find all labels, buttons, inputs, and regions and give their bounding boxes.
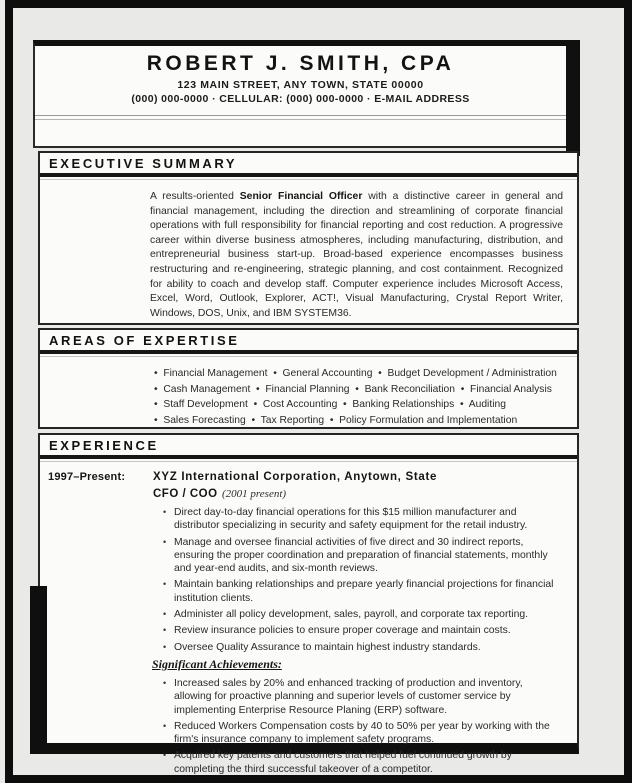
bullet-item: • Review insurance policies to ensure proper coverage and maintain costs. bbox=[162, 624, 563, 637]
job-entry bbox=[40, 470, 577, 776]
achievement-bullets bbox=[162, 677, 563, 776]
bullet-item: • Oversee Quality Assurance to maintain highest industry standards. bbox=[162, 641, 563, 654]
summary-paragraph bbox=[150, 190, 563, 321]
section-rule bbox=[40, 173, 577, 177]
bullet-item: • Direct day-to-day financial operations for this $15 million manufacturer and distributor specializing in security and safety equipment for the retail industry. bbox=[162, 506, 563, 533]
summary-intro: A results-oriented bbox=[150, 191, 234, 202]
section-rule bbox=[40, 350, 577, 354]
achievements-title: Significant Achievements: bbox=[152, 656, 282, 671]
expertise-line: • Staff Development • Cost Accounting • Banking Relationships • Auditing bbox=[154, 399, 506, 411]
resume-header bbox=[33, 40, 580, 148]
candidate-name: ROBERT J. SMITH, CPA bbox=[146, 52, 455, 75]
expertise-line: • Cash Management • Financial Planning • Bank Reconciliation • Financial Analysis bbox=[154, 383, 552, 395]
bullet-item: • Reduced Workers Compensation costs by 40 to 50% per year by working with the firm's insurance company to implement safety programs. bbox=[162, 720, 563, 747]
expertise-line: • Financial Management • General Accounting • Budget Development / Administration bbox=[154, 368, 557, 379]
job-bullets bbox=[162, 506, 563, 654]
section-areas-of-expertise bbox=[38, 328, 579, 429]
company-name: XYZ International Corporation, Anytown, State bbox=[153, 471, 438, 483]
experience-shadow-bar bbox=[30, 586, 47, 754]
section-rule bbox=[40, 455, 577, 459]
section-rule-thin bbox=[40, 179, 577, 180]
address-line: 123 MAIN STREET, ANY TOWN, STATE 00000 bbox=[177, 79, 424, 91]
section-title: EXPERIENCE bbox=[49, 438, 159, 453]
header-divider bbox=[35, 115, 566, 120]
expertise-lines bbox=[154, 366, 569, 428]
section-experience bbox=[38, 433, 579, 775]
bullet-item: • Maintain banking relationships and prepare yearly financial projections for financial institution clients. bbox=[162, 578, 563, 605]
bullet-item: • Increased sales by 20% and enhanced tracking of production and inventory, allowing for proactive planning and superior levels of customer service by implementing Enterprise Resource Planing (ERP) software. bbox=[162, 677, 563, 717]
job-dates: 1997–Present: bbox=[48, 471, 126, 483]
summary-highlight: Senior Financial Officer bbox=[239, 191, 363, 202]
bullet-item: • Acquired key patents and customers that helped fuel continued growth by completing the third successful takeover of a competitor. bbox=[162, 749, 563, 776]
role-title: CFO / COO bbox=[153, 488, 218, 500]
expertise-line: • Sales Forecasting • Tax Reporting • Policy Formulation and Implementation bbox=[154, 414, 518, 426]
section-title: AREAS OF EXPERTISE bbox=[49, 333, 240, 348]
section-rule-thin bbox=[40, 461, 577, 462]
section-title: EXECUTIVE SUMMARY bbox=[49, 156, 238, 171]
bullet-item: • Manage and oversee financial activities of five direct and 30 indirect reports, ensuring the proper coordination and preparation of financial statements, monthly and year-end audits, and six-month reviews. bbox=[162, 536, 563, 576]
section-executive-summary bbox=[38, 151, 579, 325]
role-line bbox=[153, 486, 437, 501]
summary-body: with a distinctive career in general and financial management, including the direction and streamlining of corporate financial operations with full responsibility for financial reporting and cost reduction. A progressive career within diverse business atmospheres, including manufacturing, distribution, and entrepreneurial business start-up. Broad-based experience encompasses business restructuring and re-engineering, strategic planning, and cost containment. Recognized for ability to coach and develop staff. Computer experience includes Microsoft Access, Excel, Word, Outlook, Explorer, ACT!, Visual Manufacturing, Crystal Report Writer, Windows, DOS, Unix, and IBM SYSTEM36. bbox=[150, 191, 564, 319]
contact-line: (000) 000-0000 · CELLULAR: (000) 000-0000 · E-MAIL ADDRESS bbox=[131, 93, 470, 105]
role-dates: (2001 present) bbox=[222, 488, 287, 500]
section-rule-thin bbox=[40, 356, 577, 357]
job-title-block bbox=[153, 470, 437, 501]
job-header bbox=[48, 470, 577, 501]
bullet-item: • Administer all policy development, sales, payroll, and corporate tax reporting. bbox=[162, 608, 563, 621]
